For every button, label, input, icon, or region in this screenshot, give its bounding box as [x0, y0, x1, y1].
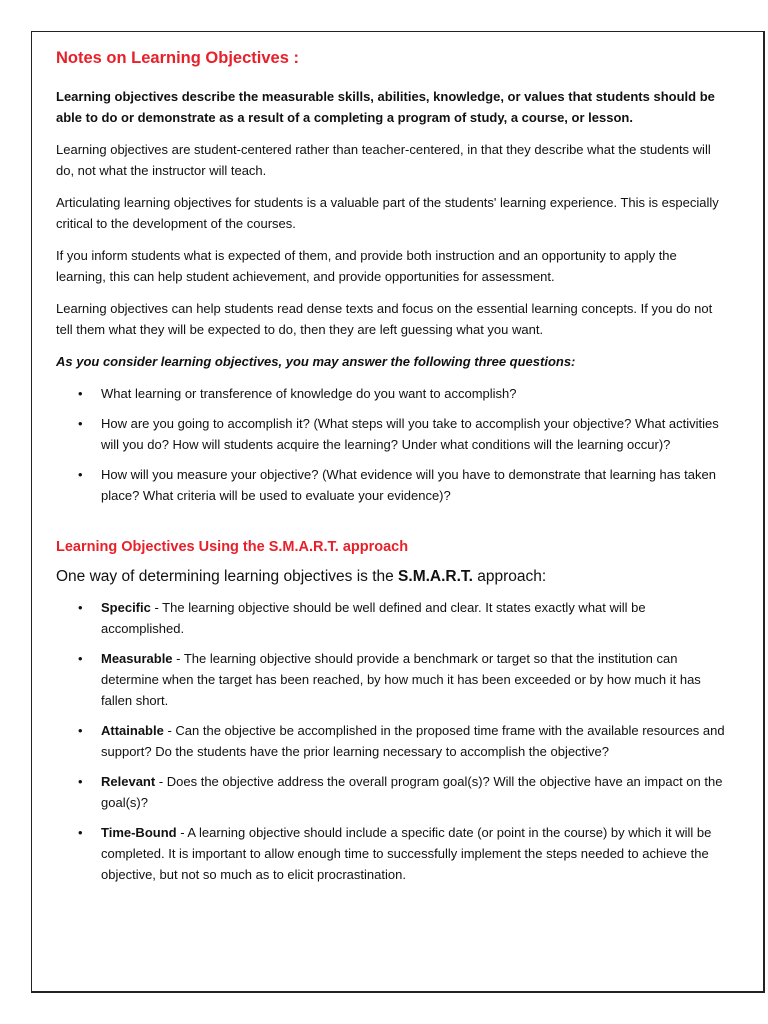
bullet-icon: •	[78, 651, 83, 666]
questions-list	[56, 383, 728, 506]
bullet-icon: •	[78, 600, 83, 615]
smart-intro-bold: S.M.A.R.T.	[398, 568, 473, 585]
lead-paragraph: Learning objectives describe the measurable skills, abilities, knowledge, or values that students should be able to do or demonstrate as a result of a completing a program of study, a course, or lesson.	[56, 89, 715, 125]
bullet-icon: •	[78, 386, 83, 401]
list-item	[56, 413, 728, 455]
document-body	[56, 46, 728, 894]
smart-intro-before: One way of determining learning objectives is the	[56, 568, 399, 585]
smart-term-attainable: Attainable	[101, 723, 164, 738]
smart-text-attainable: - Can the objective be accomplished in the proposed time frame with the available resources and support? Do the students have the prior learning necessary to accomplish the objective?	[101, 723, 725, 759]
document-title: Notes on Learning Objectives :	[56, 49, 299, 67]
smart-term-relevant: Relevant	[101, 774, 156, 789]
smart-term-measurable: Measurable	[101, 651, 173, 666]
question-text: How are you going to accomplish it? (What steps will you take to accomplish your objective? What activities will you do? How will students acquire the learning? Under what conditions will the learning occur)?	[101, 416, 719, 452]
list-item	[56, 383, 728, 404]
smart-intro-after: approach:	[472, 568, 547, 585]
list-item	[56, 771, 728, 813]
questions-intro: As you consider learning objectives, you may answer the following three questions:	[56, 354, 576, 369]
paragraph-dense-texts: Learning objectives can help students read dense texts and focus on the essential learning concepts. If you do not tell them what they will be expected to do, then they are left guessing what you want.	[56, 301, 713, 337]
smart-heading: Learning Objectives Using the S.M.A.R.T. approach	[56, 539, 409, 555]
smart-list	[56, 597, 728, 885]
list-item	[56, 648, 728, 711]
smart-text-relevant: - Does the objective address the overall program goal(s)? Will the objective have an impact on the goal(s)?	[101, 774, 723, 810]
list-item	[56, 822, 728, 885]
question-text: What learning or transference of knowledge do you want to accomplish?	[101, 386, 517, 401]
bullet-icon: •	[78, 825, 83, 840]
list-item	[56, 720, 728, 762]
smart-intro	[56, 566, 728, 588]
smart-text-specific: - The learning objective should be well defined and clear. It states exactly what will be accomplished.	[101, 600, 646, 636]
paragraph-inform-students: If you inform students what is expected of them, and provide both instruction and an opportunity to apply the learning, this can help student achievement, and provide opportunities for assessment.	[56, 248, 677, 284]
bullet-icon: •	[78, 774, 83, 789]
paragraph-articulating: Articulating learning objectives for students is a valuable part of the students' learning experience. This is especially critical to the development of the courses.	[56, 195, 719, 231]
list-item	[56, 597, 728, 639]
bullet-icon: •	[78, 416, 83, 431]
question-text: How will you measure your objective? (What evidence will you have to demonstrate that learning has taken place? What criteria will be used to evaluate your evidence)?	[101, 467, 716, 503]
bullet-icon: •	[78, 723, 83, 738]
smart-text-measurable: - The learning objective should provide a benchmark or target so that the institution can determine when the target has been reached, by how much it has been exceeded or by how much it has fallen short.	[101, 651, 701, 708]
bullet-icon: •	[78, 467, 83, 482]
smart-term-time-bound: Time-Bound	[101, 825, 177, 840]
smart-term-specific: Specific	[101, 600, 151, 615]
smart-text-time-bound: - A learning objective should include a specific date (or point in the course) by which it will be completed. It is important to allow enough time to successfully implement the steps needed to achieve the objective, but not so much as to elicit procrastination.	[101, 825, 712, 882]
list-item	[56, 464, 728, 506]
paragraph-student-centered: Learning objectives are student-centered rather than teacher-centered, in that they describe what the students will do, not what the instructor will teach.	[56, 142, 711, 178]
